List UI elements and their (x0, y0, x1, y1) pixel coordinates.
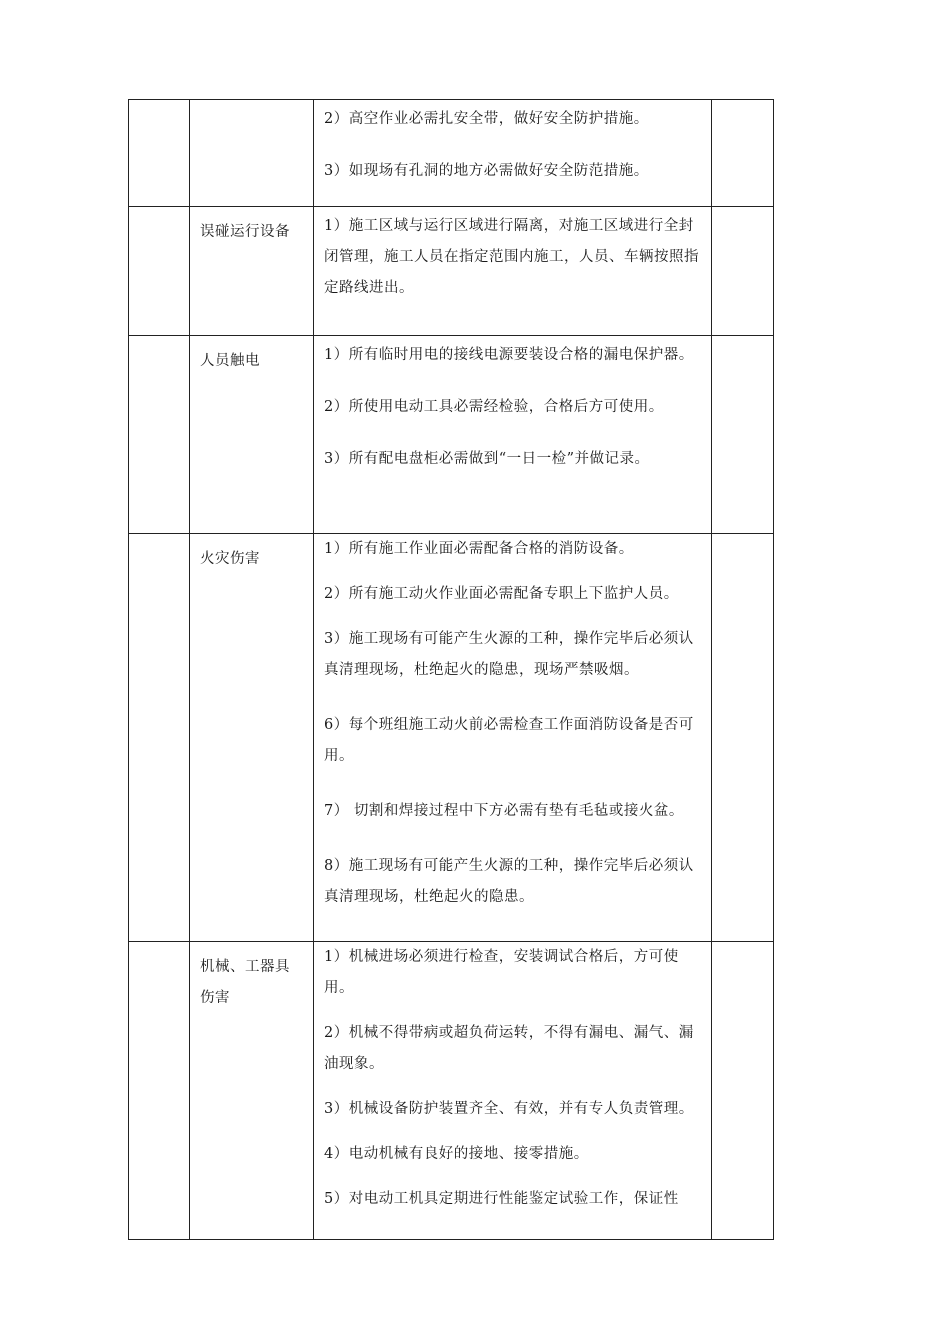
measures-cell (314, 100, 712, 207)
measures-cell (314, 942, 712, 1240)
measure-item: 6）每个班组施工动火前必需检查工作面消防设备是否可用。 (324, 717, 694, 764)
index-cell (129, 942, 190, 1240)
remark-cell (712, 942, 774, 1240)
hazard-label (190, 100, 313, 110)
measure-item: 2）所有施工动火作业面必需配备专职上下监护人员。 (324, 586, 679, 602)
measure-item: 3）施工现场有可能产生火源的工种，操作完毕后必须认真清理现场，杜绝起火的隐患，现场严禁吸烟。 (324, 631, 694, 678)
safety-measures-table (128, 99, 774, 1240)
hazard-label: 人员触电 (200, 353, 260, 369)
measure-item: 3）如现场有孔洞的地方必需做好安全防范措施。 (324, 163, 649, 179)
measure-item: 1）所有施工作业面必需配备合格的消防设备。 (324, 541, 634, 557)
measure-item: 4）电动机械有良好的接地、接零措施。 (324, 1146, 589, 1162)
measures-cell (314, 207, 712, 336)
measures-cell (314, 534, 712, 942)
hazard-cell (190, 942, 314, 1240)
hazard-label: 火灾伤害 (200, 551, 260, 567)
remark-cell (712, 336, 774, 534)
measure-item: 3）机械设备防护装置齐全、有效，并有专人负责管理。 (324, 1101, 694, 1117)
hazard-cell (190, 207, 314, 336)
measure-item: 2）高空作业必需扎安全带，做好安全防护措施。 (324, 111, 649, 127)
measure-item: 1）所有临时用电的接线电源要装设合格的漏电保护器。 (324, 347, 694, 363)
measures-cell (314, 336, 712, 534)
measure-item: 1）施工区域与运行区域进行隔离，对施工区域进行全封闭管理，施工人员在指定范围内施工，人员、车辆按照指定路线进出。 (324, 218, 699, 296)
measure-item: 3）所有配电盘柜必需做到“一日一检”并做记录。 (324, 451, 650, 467)
index-cell (129, 207, 190, 336)
measure-item: 1）机械进场必须进行检查，安装调试合格后，方可使用。 (324, 949, 679, 996)
table-row (129, 336, 774, 534)
hazard-label: 机械、工器具伤害 (200, 959, 290, 1006)
measure-item: 2）所使用电动工具必需经检验，合格后方可使用。 (324, 399, 664, 415)
table-row (129, 100, 774, 207)
remark-cell (712, 207, 774, 336)
hazard-cell (190, 534, 314, 942)
measure-item: 2）机械不得带病或超负荷运转，不得有漏电、漏气、漏油现象。 (324, 1025, 694, 1072)
index-cell (129, 100, 190, 207)
index-cell (129, 336, 190, 534)
remark-cell (712, 100, 774, 207)
measure-item: 7） 切割和焊接过程中下方必需有垫有毛毡或接火盆。 (324, 803, 684, 819)
hazard-cell (190, 336, 314, 534)
hazard-cell (190, 100, 314, 207)
remark-cell (712, 534, 774, 942)
hazard-label: 误碰运行设备 (200, 224, 290, 240)
measure-item: 5）对电动工机具定期进行性能鉴定试验工作，保证性 (324, 1191, 679, 1207)
table-row (129, 942, 774, 1240)
index-cell (129, 534, 190, 942)
measure-item: 8）施工现场有可能产生火源的工种，操作完毕后必须认真清理现场，杜绝起火的隐患。 (324, 858, 694, 905)
table-row (129, 534, 774, 942)
table-row (129, 207, 774, 336)
